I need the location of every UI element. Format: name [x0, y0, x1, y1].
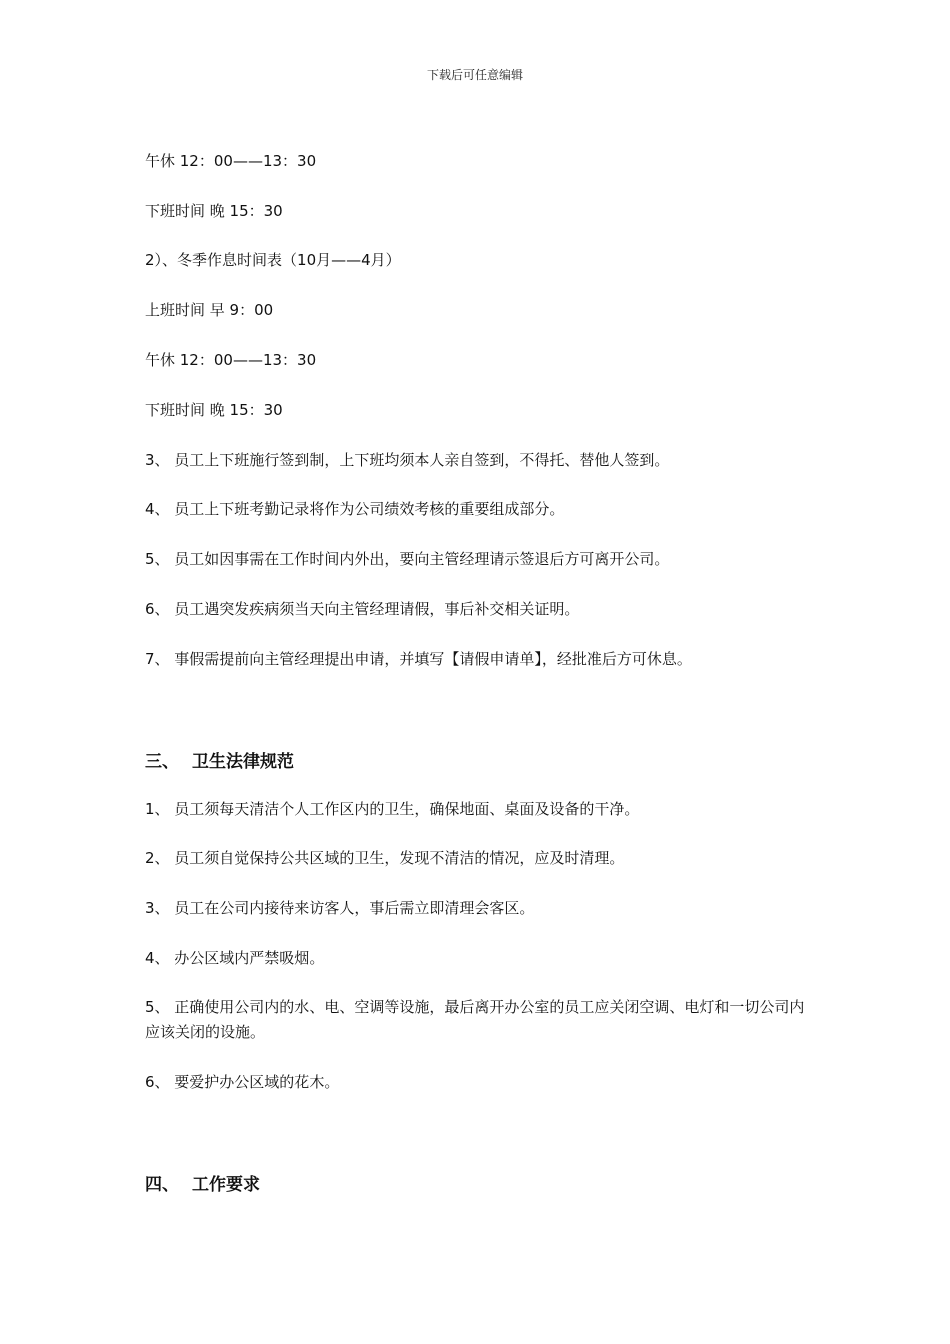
text-line: 下班时间 晚 15：30 — [145, 401, 283, 419]
section-title: 工作要求 — [192, 1175, 260, 1195]
list-item: 4、 办公区域内严禁吸烟。 — [145, 949, 325, 967]
section-number: 四、 — [145, 1175, 179, 1195]
text-line: 7、 事假需提前向主管经理提出申请，并填写【请假申请单】，经批准后方可休息。 — [145, 650, 692, 668]
text-line: 上班时间 早 9：00 — [145, 301, 274, 319]
page-header: 下载后可任意编辑 — [426, 68, 523, 82]
text-line: 下班时间 晚 15：30 — [145, 202, 283, 220]
text-line: 4、 员工上下班考勤记录将作为公司绩效考核的重要组成部分。 — [145, 500, 565, 518]
text-line: 6、 员工遇突发疾病须当天向主管经理请假，事后补交相关证明。 — [145, 600, 580, 618]
text-line: 2）、冬季作息时间表（10月——4月） — [145, 251, 401, 269]
section-number: 三、 — [145, 752, 179, 772]
section-title: 卫生法律规范 — [192, 752, 294, 772]
text-line: 午休 12：00——13：30 — [145, 152, 317, 170]
list-item: 6、 要爱护办公区域的花木。 — [145, 1073, 340, 1091]
text-line: 午休 12：00——13：30 — [145, 351, 317, 369]
text-line: 5、 员工如因事需在工作时间内外出，要向主管经理请示签退后方可离开公司。 — [145, 550, 670, 568]
list-item: 5、 正确使用公司内的水、电、空调等设施，最后离开办公室的员工应关闭空调、电灯和一切公司内应该关闭的设施。 — [145, 998, 805, 1041]
text-line: 3、 员工上下班施行签到制，上下班均须本人亲自签到，不得托、替他人签到。 — [145, 451, 670, 469]
list-item: 1、 员工须每天清洁个人工作区内的卫生，确保地面、桌面及设备的干净。 — [145, 800, 640, 818]
section-heading — [145, 1170, 260, 1195]
section-heading — [145, 747, 294, 772]
list-item: 3、 员工在公司内接待来访客人，事后需立即清理会客区。 — [145, 899, 535, 917]
list-item: 2、 员工须自觉保持公共区域的卫生，发现不清洁的情况，应及时清理。 — [145, 849, 625, 867]
